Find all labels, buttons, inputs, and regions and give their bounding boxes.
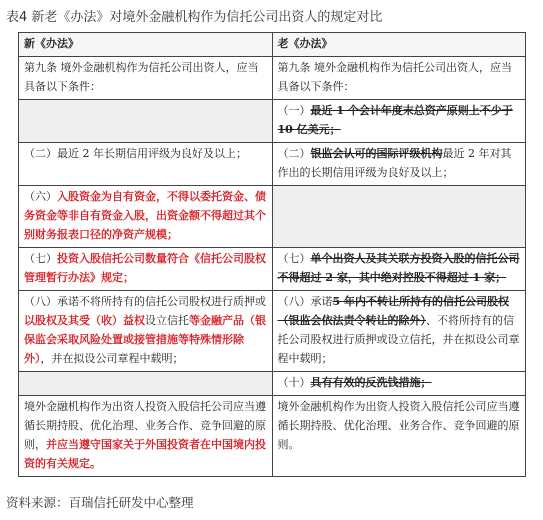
old-cell-text-segment: 最近 2 年对其作出的长期信用评级为良好及以上； <box>277 147 512 179</box>
new-cell <box>19 186 273 248</box>
old-cell <box>272 100 526 143</box>
table-row <box>19 100 526 143</box>
table-body <box>19 57 526 477</box>
old-cell-text-segment: （十） <box>277 376 311 389</box>
old-cell-text-segment: 单个出资人及其关联方投资入股的信托公司不得超过 2 家，其中绝对控股不得超过 1 家； <box>277 252 520 284</box>
new-cell-text-segment: （二）最近 2 年长期信用评级为良好及以上； <box>24 147 247 160</box>
table-row <box>19 372 526 396</box>
new-cell-text-segment: 境外金融机构作为出资人投资入股信托公司应当遵循长期持股、优化治理、业务合作、竞争回避的原则， <box>24 400 266 451</box>
new-cell-text-segment: （六） <box>24 190 57 203</box>
old-cell-text-segment: 境外金融机构作为出资人投资入股信托公司应当遵循长期持股、优化治理、业务合作、竞争回避的原则。 <box>277 400 520 451</box>
source-note: 资料来源：百瑞信托研发中心整理 <box>6 495 194 510</box>
old-cell-text-segment: 最近 1 个会计年度末总资产原则上不少于 10 亿美元； <box>277 104 513 136</box>
table-caption: 表4 新老《办法》对境外金融机构作为信托公司出资人的规定对比 <box>6 10 383 25</box>
header-old-measures: 老《办法》 <box>272 33 526 57</box>
old-cell <box>272 57 526 100</box>
old-cell-text-segment: 5 年内不转让所持有的信托公司股权（银监会依法责令转让的除外） <box>277 295 509 327</box>
new-cell-text-segment: 入股资金为自有资金，不得以委托资金、债务资金等非自有资金入股，出资金额不得超过其个别财务报表口径的净资产规模； <box>24 190 266 241</box>
old-cell-text-segment: （八）承诺 <box>277 295 333 308</box>
new-cell-text-segment: （七） <box>24 252 57 265</box>
table-row <box>19 396 526 477</box>
new-cell-text-segment: 等金融产品（银保监会采取风险处置或接管措施等特殊情形除外） <box>24 314 266 365</box>
new-cell <box>19 372 273 396</box>
table-row <box>19 291 526 372</box>
old-cell <box>272 372 526 396</box>
old-cell-text-segment: （二） <box>277 147 311 160</box>
new-cell-text-segment: 第九条 境外金融机构作为信托公司出资人，应当具备以下条件： <box>24 61 259 93</box>
comparison-table <box>18 32 526 477</box>
new-cell <box>19 291 273 372</box>
new-cell <box>19 396 273 477</box>
new-cell-text-segment: ，并在拟设公司章程中载明； <box>40 352 184 365</box>
table-row <box>19 57 526 100</box>
old-cell-text-segment: 具有有效的反洗钱措施； <box>310 376 432 389</box>
new-cell <box>19 248 273 291</box>
header-new-measures: 新《办法》 <box>19 33 273 57</box>
table-row <box>19 248 526 291</box>
table-row <box>19 186 526 248</box>
table-header-row <box>19 33 526 57</box>
new-cell <box>19 100 273 143</box>
old-cell-text-segment: 第九条 境外金融机构作为信托公司出资人，应当具备以下条件： <box>277 61 512 93</box>
old-cell <box>272 248 526 291</box>
new-cell-text-segment: 以股权及其受（收）益权 <box>24 314 145 327</box>
table-row <box>19 143 526 186</box>
old-cell-text-segment: （七） <box>277 252 311 265</box>
new-cell-text-segment: 投资入股信托公司数量符合《信托公司股权管理暂行办法》规定； <box>24 252 266 284</box>
old-cell <box>272 186 526 248</box>
old-cell-text-segment: （一） <box>277 104 311 117</box>
old-cell <box>272 291 526 372</box>
new-cell-text-segment: （八）承诺不将所持有的信托公司股权进行质押或 <box>24 295 266 308</box>
old-cell <box>272 143 526 186</box>
old-cell-text-segment: 、不将所持有的信托公司股权进行质押或设立信托，并在拟设公司章程中载明； <box>277 314 520 365</box>
new-cell <box>19 143 273 186</box>
new-cell-text-segment: 并应当遵守国家关于外国投资者在中国境内投资的有关规定。 <box>24 438 266 470</box>
new-cell <box>19 57 273 100</box>
old-cell-text-segment: 银监会认可的国际评级机构 <box>310 147 443 160</box>
new-cell-text-segment: 设立信托 <box>145 314 189 327</box>
old-cell <box>272 396 526 477</box>
